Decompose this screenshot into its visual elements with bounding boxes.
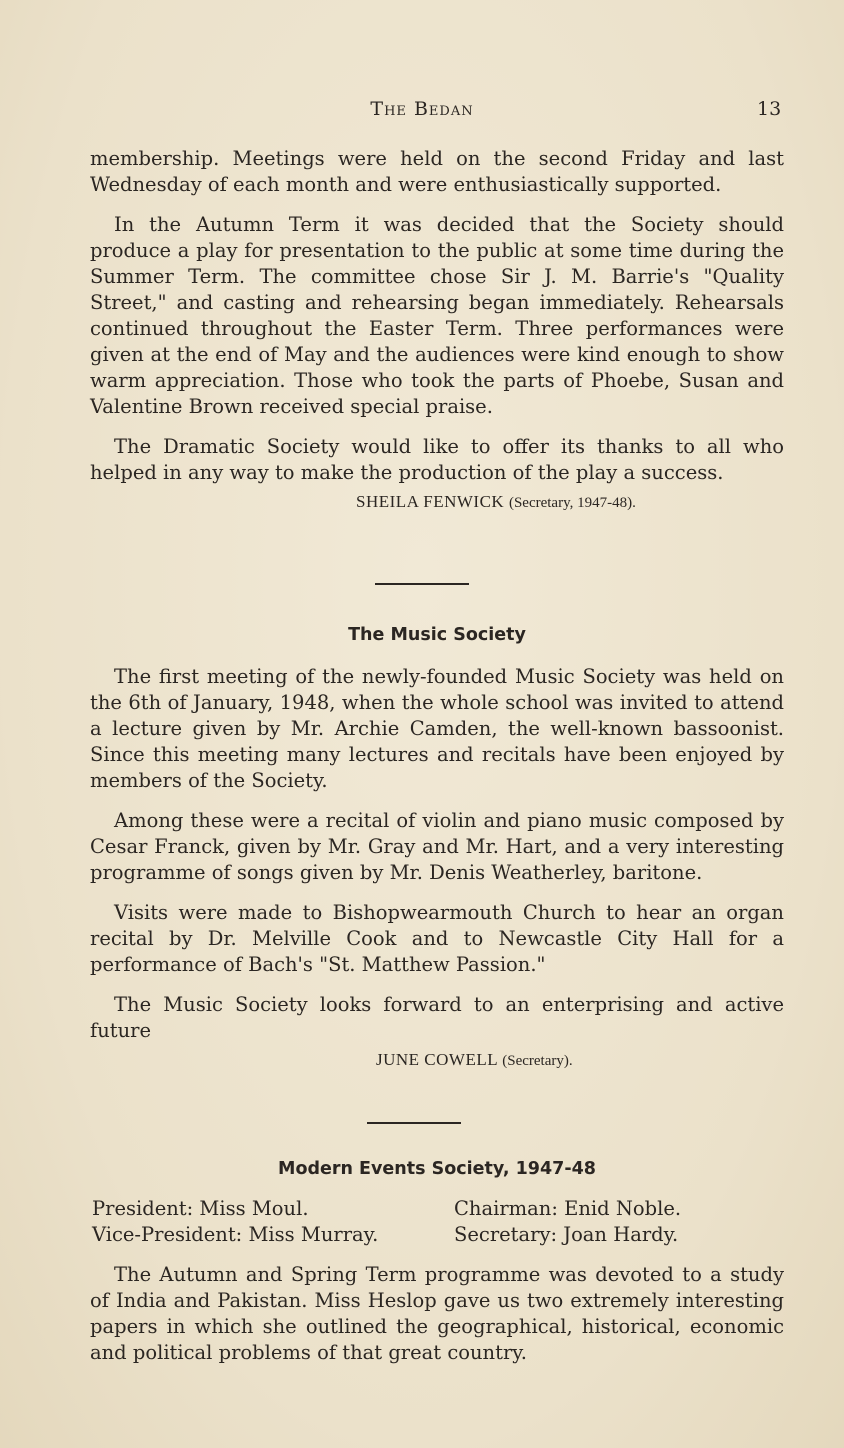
signature-role: (Secretary, 1947-48). xyxy=(508,495,636,511)
signature xyxy=(90,490,784,515)
running-title: The Bedan xyxy=(370,98,474,120)
officers-row xyxy=(92,1196,792,1222)
section-heading: Modern Events Society, 1947-48 xyxy=(278,1159,596,1179)
vice-president: Vice-President: Miss Murray. xyxy=(92,1223,379,1246)
paragraph: membership. Meetings were held on the second Friday and last Wednesday of each month and were enthusiastically supported. xyxy=(90,147,784,196)
signature-name: SHEILA FENWICK xyxy=(356,492,505,511)
signature-name: JUNE COWELL xyxy=(376,1050,498,1069)
paragraph: The first meeting of the newly-founded Music Society was held on the 6th of January, 1948, when the whole school was invited to attend a lecture given by Mr. Archie Camden, the well-known bassoonist. Since this meeting many lectures and recitals have been enjoyed by members of the Society. xyxy=(90,665,784,792)
chairman: Chairman: Enid Noble. xyxy=(454,1197,682,1220)
paragraph: Among these were a recital of violin and piano music composed by Cesar Franck, given by Mr. Gray and Mr. Hart, and a very interesting programme of songs given by Mr. Denis Weatherley, baritone. xyxy=(90,809,784,884)
modern-events-section xyxy=(90,1262,784,1366)
dramatic-society-section xyxy=(90,146,784,515)
page-header xyxy=(0,98,844,128)
music-society-section xyxy=(90,664,784,1073)
section-divider xyxy=(375,583,469,585)
signature xyxy=(90,1048,784,1073)
paragraph: The Music Society looks forward to an enterprising and active future xyxy=(90,993,784,1042)
paragraph: Visits were made to Bishopwearmouth Church to hear an organ recital by Dr. Melville Cook and to Newcastle City Hall for a performance of Bach's "St. Matthew Passion." xyxy=(90,901,784,976)
president: President: Miss Moul. xyxy=(92,1197,309,1220)
paragraph: The Autumn and Spring Term programme was devoted to a study of India and Pakistan. Miss Heslop gave us two extremely interesting papers in which she outlined the geographical, historical, economic and political problems of that great country. xyxy=(90,1263,784,1364)
paragraph: In the Autumn Term it was decided that the Society should produce a play for presentation to the public at some time during the Summer Term. The committee chose Sir J. M. Barrie's "Quality Street," and casting and rehearsing began immediately. Rehearsals continued throughout the Easter Term. Three performances were given at the end of May and the audiences were kind enough to show warm appreciation. Those who took the parts of Phoebe, Susan and Valentine Brown received special praise. xyxy=(90,213,784,418)
officers-list xyxy=(92,1196,792,1248)
officers-row xyxy=(92,1222,792,1248)
section-heading: The Music Society xyxy=(348,625,526,645)
signature-role: (Secretary). xyxy=(502,1053,573,1069)
page-number: 13 xyxy=(757,98,782,120)
paragraph: The Dramatic Society would like to offer its thanks to all who helped in any way to make the production of the play a success. xyxy=(90,435,784,484)
secretary: Secretary: Joan Hardy. xyxy=(454,1223,679,1246)
section-divider xyxy=(367,1122,461,1124)
